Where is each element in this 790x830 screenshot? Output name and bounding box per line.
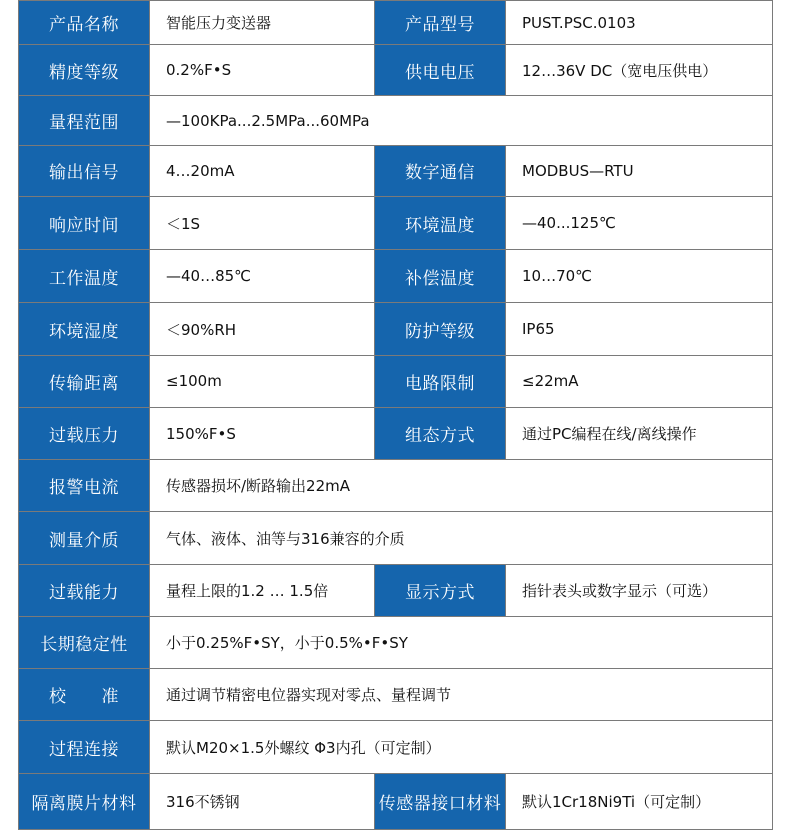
spec-value	[506, 250, 773, 303]
spec-value	[150, 564, 375, 616]
spec-table	[18, 0, 773, 830]
spec-value	[150, 616, 773, 668]
spec-label	[375, 196, 506, 249]
spec-label	[375, 1, 506, 45]
spec-value	[506, 1, 773, 45]
spec-label	[375, 145, 506, 196]
spec-value	[506, 45, 773, 96]
spec-label	[19, 196, 150, 249]
spec-value	[150, 303, 375, 355]
spec-value	[150, 407, 375, 459]
spec-value	[506, 145, 773, 196]
table-row	[19, 45, 773, 96]
spec-label	[19, 145, 150, 196]
spec-label	[19, 460, 150, 512]
spec-value	[150, 145, 375, 196]
spec-value-text: MODBUS—RTU	[522, 161, 634, 180]
spec-value	[150, 721, 773, 773]
spec-value	[506, 303, 773, 355]
table-row	[19, 196, 773, 249]
table-row	[19, 303, 773, 355]
table-row	[19, 669, 773, 721]
spec-label-text: 传输距离	[49, 373, 119, 394]
spec-value-text: ≤22mA	[522, 372, 579, 391]
spec-label	[19, 773, 150, 829]
spec-label	[375, 773, 506, 829]
spec-value	[506, 564, 773, 616]
spec-label	[375, 250, 506, 303]
spec-value-text: 小于0.25%F•SY，小于0.5%•F•SY	[166, 634, 408, 653]
spec-value	[150, 1, 375, 45]
spec-label-text: 工作温度	[49, 268, 119, 289]
spec-label	[19, 96, 150, 145]
spec-value-text: 0.2%F•S	[166, 61, 232, 80]
spec-label-text: 补偿温度	[405, 268, 475, 289]
spec-value-text: 150%F•S	[166, 424, 236, 443]
spec-label-text: 过程连接	[49, 739, 119, 760]
spec-value-text: 12…36V DC（宽电压供电）	[522, 61, 718, 80]
spec-value	[506, 355, 773, 407]
spec-label-text: 过载压力	[49, 426, 119, 447]
spec-label	[19, 355, 150, 407]
spec-label-text: 输出信号	[49, 163, 119, 184]
spec-label-text: 过载能力	[49, 582, 119, 603]
spec-value	[150, 196, 375, 249]
spec-label	[19, 407, 150, 459]
spec-label-text: 产品名称	[49, 15, 119, 36]
table-row	[19, 407, 773, 459]
spec-value-text: 通过调节精密电位器实现对零点、量程调节	[166, 686, 452, 705]
spec-label	[19, 45, 150, 96]
spec-value-text: —40…85℃	[166, 267, 252, 286]
spec-value-text: 量程上限的1.2 … 1.5倍	[166, 581, 329, 600]
spec-value-text: PUST.PSC.0103	[522, 13, 636, 32]
spec-label	[19, 512, 150, 564]
spec-value-text: 智能压力变送器	[166, 14, 272, 33]
spec-label-text: 环境温度	[405, 215, 475, 236]
spec-label	[19, 250, 150, 303]
spec-value-text: ＜90%RH	[166, 320, 237, 339]
spec-value	[150, 669, 773, 721]
spec-value-text: 4…20mA	[166, 161, 235, 180]
spec-value	[150, 355, 375, 407]
spec-label-text: 数字通信	[405, 163, 475, 184]
spec-label	[375, 407, 506, 459]
table-row	[19, 721, 773, 773]
spec-value-text: —100KPa...2.5MPa...60MPa	[166, 111, 370, 130]
table-row	[19, 250, 773, 303]
spec-label	[19, 721, 150, 773]
spec-label-text: 显示方式	[405, 582, 475, 603]
spec-label	[375, 355, 506, 407]
spec-value-text: 316不锈钢	[166, 792, 240, 811]
table-row	[19, 96, 773, 145]
spec-label	[19, 669, 150, 721]
spec-label	[19, 564, 150, 616]
spec-label-text: 产品型号	[405, 15, 475, 36]
table-row	[19, 355, 773, 407]
spec-label-text: 隔离膜片材料	[31, 793, 137, 814]
table-row	[19, 1, 773, 45]
spec-label	[375, 45, 506, 96]
table-row	[19, 145, 773, 196]
spec-value	[150, 512, 773, 564]
spec-label-text: 校 准	[49, 687, 119, 708]
spec-value-text: 气体、液体、油等与316兼容的介质	[166, 529, 405, 548]
table-row	[19, 512, 773, 564]
spec-label	[19, 616, 150, 668]
spec-value	[506, 407, 773, 459]
spec-label-text: 精度等级	[49, 62, 119, 83]
spec-label	[375, 564, 506, 616]
table-row	[19, 564, 773, 616]
spec-label-text: 响应时间	[49, 215, 119, 236]
spec-value-text: 指针表头或数字显示（可选）	[522, 581, 718, 600]
spec-table-body	[19, 1, 773, 830]
spec-value	[506, 196, 773, 249]
spec-label-text: 测量介质	[49, 530, 119, 551]
spec-value-text: 通过PC编程在线/离线操作	[522, 425, 697, 444]
spec-value	[150, 45, 375, 96]
spec-label	[375, 303, 506, 355]
spec-value-text: —40...125℃	[522, 214, 616, 233]
table-row	[19, 460, 773, 512]
spec-value-text: IP65	[522, 320, 555, 339]
spec-label-text: 长期稳定性	[40, 635, 128, 656]
table-row	[19, 616, 773, 668]
spec-value	[150, 250, 375, 303]
spec-value-text: 传感器损坏/断路输出22mA	[166, 477, 351, 496]
spec-label-text: 环境湿度	[49, 321, 119, 342]
spec-value-text: 默认1Cr18Ni9Ti（可定制）	[522, 792, 711, 811]
spec-value	[506, 773, 773, 829]
spec-label-text: 报警电流	[49, 478, 119, 499]
spec-value-text: ＜1S	[166, 214, 201, 233]
spec-label	[19, 303, 150, 355]
spec-value	[150, 460, 773, 512]
spec-value	[150, 773, 375, 829]
spec-value-text: 10…70℃	[522, 267, 593, 286]
spec-value	[150, 96, 773, 145]
table-row	[19, 773, 773, 829]
spec-label-text: 组态方式	[405, 426, 475, 447]
spec-label-text: 防护等级	[405, 321, 475, 342]
spec-label-text: 传感器接口材料	[378, 793, 502, 814]
spec-value-text: 默认M20×1.5外螺纹 Φ3内孔（可定制）	[166, 738, 441, 757]
spec-label-text: 供电电压	[405, 62, 475, 83]
spec-value-text: ≤100m	[166, 372, 222, 391]
spec-label-text: 量程范围	[49, 113, 119, 134]
spec-label-text: 电路限制	[405, 373, 475, 394]
spec-label	[19, 1, 150, 45]
